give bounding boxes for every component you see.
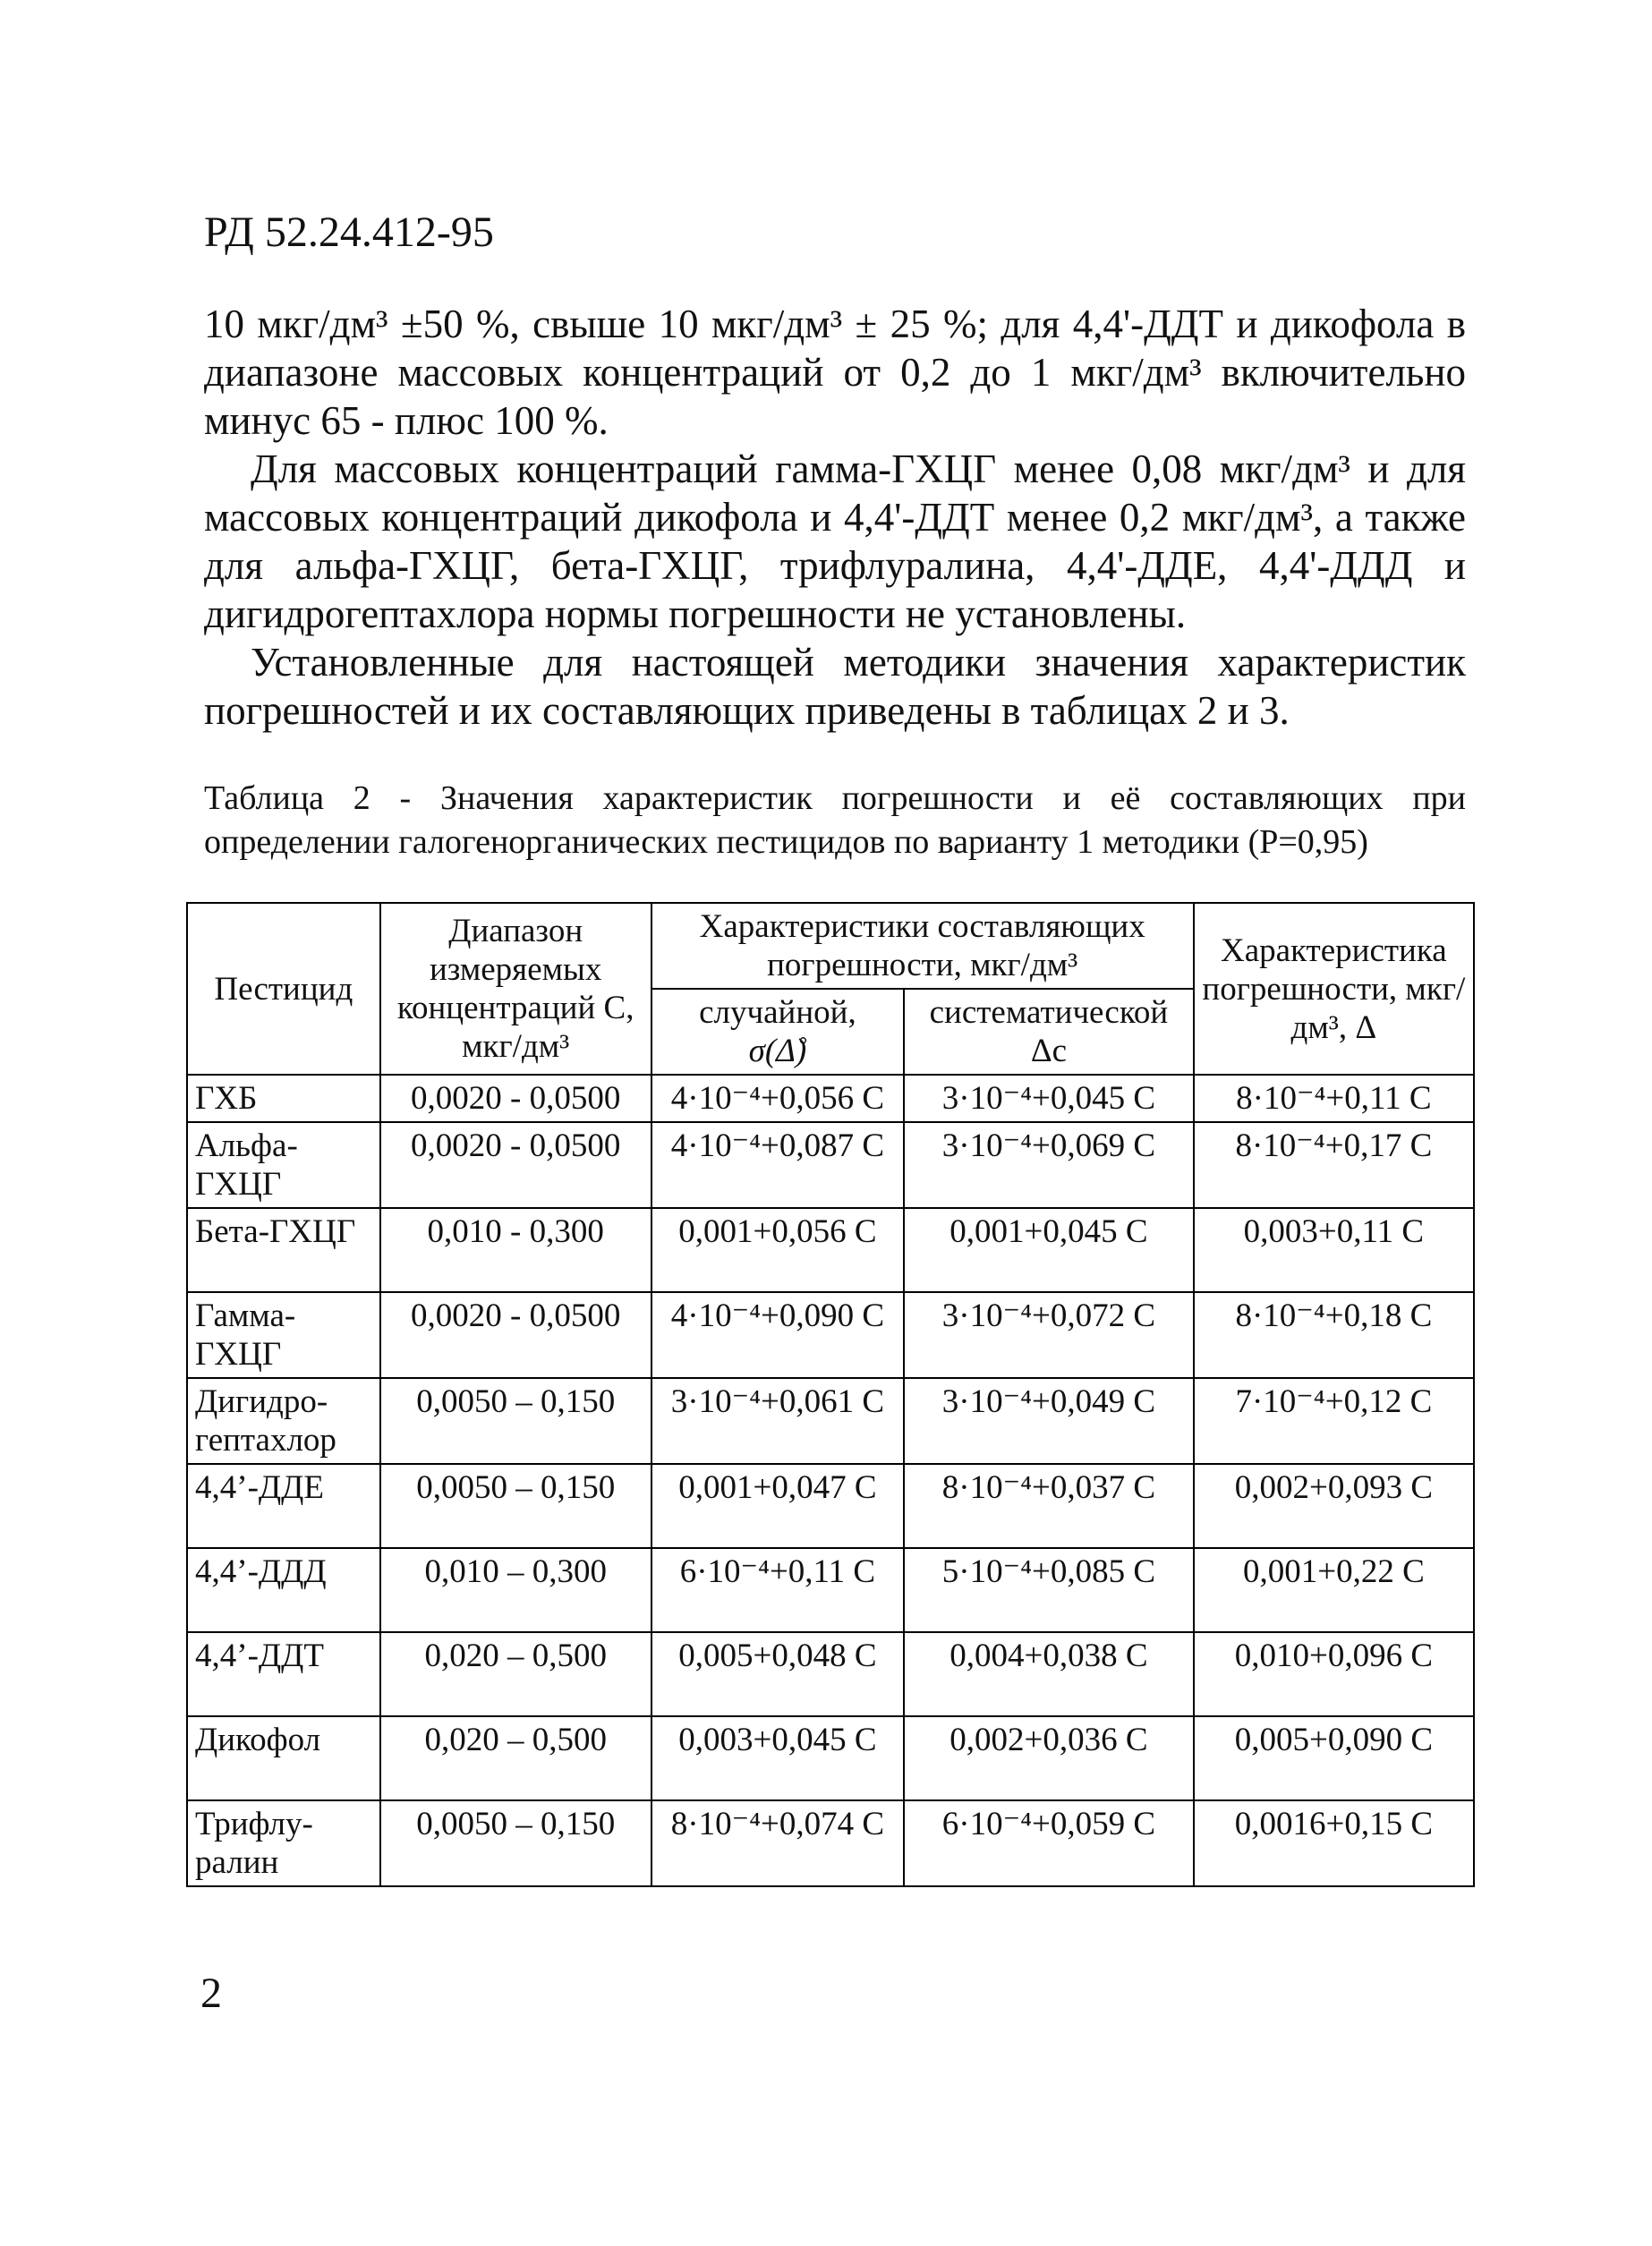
error-characteristics-table <box>186 902 1475 1887</box>
cell-systematic: 6·10⁻⁴+0,059 С <box>904 1800 1194 1886</box>
table-row <box>187 1464 1474 1548</box>
cell-pesticide: 4,4’-ДДТ <box>187 1632 380 1716</box>
body-text <box>204 300 1466 735</box>
cell-random: 3·10⁻⁴+0,061 С <box>651 1378 904 1464</box>
cell-random: 0,001+0,047 С <box>651 1464 904 1548</box>
header-range: Диапазон измеряемых концентраций С, мкг/дм³ <box>380 903 651 1075</box>
cell-pesticide: Бета-ГХЦГ <box>187 1208 380 1292</box>
cell-systematic: 3·10⁻⁴+0,072 С <box>904 1292 1194 1378</box>
cell-pesticide: Дигидро-гептахлор <box>187 1378 380 1464</box>
cell-range: 0,020 – 0,500 <box>380 1632 651 1716</box>
cell-error: 0,003+0,11 С <box>1194 1208 1474 1292</box>
paragraph-1: 10 мкг/дм³ ±50 %, свыше 10 мкг/дм³ ± 25 %; для 4,4'-ДДТ и дикофола в диапазоне массовых концентраций от 0,2 до 1 мкг/дм³ включительно минус 65 - плюс 100 %. <box>204 302 1466 443</box>
cell-range: 0,0020 - 0,0500 <box>380 1075 651 1122</box>
table-row <box>187 1632 1474 1716</box>
cell-systematic: 3·10⁻⁴+0,069 С <box>904 1122 1194 1208</box>
document-code: РД 52.24.412-95 <box>204 208 494 256</box>
cell-systematic: 0,004+0,038 С <box>904 1632 1194 1716</box>
cell-random: 4·10⁻⁴+0,090 С <box>651 1292 904 1378</box>
cell-pesticide: Трифлу-ралин <box>187 1800 380 1886</box>
cell-range: 0,010 – 0,300 <box>380 1548 651 1632</box>
header-systematic-label: систематической <box>929 994 1169 1031</box>
cell-range: 0,0020 - 0,0500 <box>380 1122 651 1208</box>
table-row <box>187 1208 1474 1292</box>
cell-range: 0,0050 – 0,150 <box>380 1464 651 1548</box>
header-random <box>651 989 904 1075</box>
cell-random: 8·10⁻⁴+0,074 С <box>651 1800 904 1886</box>
table-row <box>187 1292 1474 1378</box>
table-caption: Таблица 2 - Значения характеристик погрешности и её составляющих при определении галогенорганических пестицидов по варианту 1 методики (Р=0,95) <box>204 779 1466 861</box>
header-pesticide: Пестицид <box>187 903 380 1075</box>
cell-random: 0,005+0,048 С <box>651 1632 904 1716</box>
cell-random: 4·10⁻⁴+0,056 С <box>651 1075 904 1122</box>
table-row <box>187 1075 1474 1122</box>
cell-error: 0,001+0,22 С <box>1194 1548 1474 1632</box>
cell-range: 0,0050 – 0,150 <box>380 1378 651 1464</box>
header-random-label: случайной, <box>699 994 856 1031</box>
cell-range: 0,020 – 0,500 <box>380 1716 651 1800</box>
table-body <box>187 1075 1474 1886</box>
cell-systematic: 0,001+0,045 С <box>904 1208 1194 1292</box>
cell-systematic: 5·10⁻⁴+0,085 С <box>904 1548 1194 1632</box>
cell-range: 0,010 - 0,300 <box>380 1208 651 1292</box>
cell-pesticide: 4,4’-ДДД <box>187 1548 380 1632</box>
cell-error: 0,0016+0,15 С <box>1194 1800 1474 1886</box>
cell-systematic: 8·10⁻⁴+0,037 С <box>904 1464 1194 1548</box>
cell-systematic: 3·10⁻⁴+0,049 С <box>904 1378 1194 1464</box>
cell-random: 0,001+0,056 С <box>651 1208 904 1292</box>
cell-error: 0,005+0,090 С <box>1194 1716 1474 1800</box>
cell-systematic: 3·10⁻⁴+0,045 С <box>904 1075 1194 1122</box>
paragraph-2: Для массовых концентраций гамма-ГХЦГ менее 0,08 мкг/дм³ и для массовых концентраций дикофола и 4,4'-ДДТ менее 0,2 мкг/дм³, а также для альфа-ГХЦГ, бета-ГХЦГ, трифлуралина, 4,4'-ДДЕ, 4,4'-ДДД и дигидрогептахлора нормы погрешности не установлены. <box>204 447 1466 636</box>
cell-systematic: 0,002+0,036 С <box>904 1716 1194 1800</box>
cell-error: 8·10⁻⁴+0,18 С <box>1194 1292 1474 1378</box>
cell-error: 8·10⁻⁴+0,11 С <box>1194 1075 1474 1122</box>
cell-error: 0,002+0,093 С <box>1194 1464 1474 1548</box>
table-row <box>187 1378 1474 1464</box>
cell-pesticide: ГХБ <box>187 1075 380 1122</box>
cell-random: 4·10⁻⁴+0,087 С <box>651 1122 904 1208</box>
header-random-symbol: σ(Δ̊) <box>748 1033 807 1069</box>
header-error: Характеристика погрешности, мкг/дм³, Δ <box>1194 903 1474 1075</box>
header-systematic-symbol: Δc <box>1030 1033 1068 1069</box>
table-row <box>187 1800 1474 1886</box>
header-systematic <box>904 989 1194 1075</box>
cell-pesticide: 4,4’-ДДЕ <box>187 1464 380 1548</box>
cell-pesticide: Гамма-ГХЦГ <box>187 1292 380 1378</box>
cell-error: 7·10⁻⁴+0,12 С <box>1194 1378 1474 1464</box>
cell-pesticide: Альфа-ГХЦГ <box>187 1122 380 1208</box>
cell-range: 0,0050 – 0,150 <box>380 1800 651 1886</box>
paragraph-3: Установленные для настоящей методики значения характеристик погрешностей и их составляющих приведены в таблицах 2 и 3. <box>204 640 1466 733</box>
cell-error: 8·10⁻⁴+0,17 С <box>1194 1122 1474 1208</box>
cell-random: 6·10⁻⁴+0,11 С <box>651 1548 904 1632</box>
cell-pesticide: Дикофол <box>187 1716 380 1800</box>
cell-random: 0,003+0,045 С <box>651 1716 904 1800</box>
header-components: Характеристики составляющих погрешности, мкг/дм³ <box>651 903 1194 989</box>
table-row <box>187 1716 1474 1800</box>
cell-error: 0,010+0,096 С <box>1194 1632 1474 1716</box>
page-number: 2 <box>200 1970 222 2017</box>
table-row <box>187 1122 1474 1208</box>
table-row <box>187 1548 1474 1632</box>
cell-range: 0,0020 - 0,0500 <box>380 1292 651 1378</box>
